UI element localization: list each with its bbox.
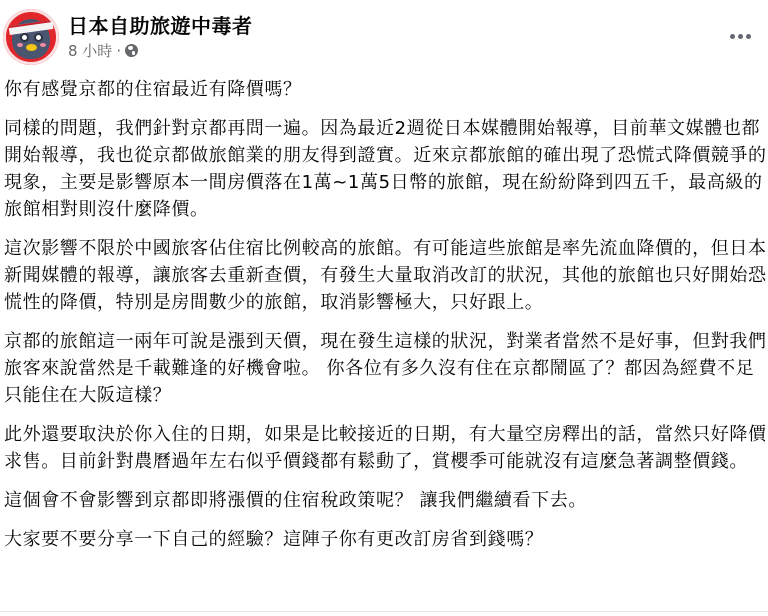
page-avatar[interactable] [3,9,59,65]
post-meta [68,40,138,61]
more-horizontal-icon [746,34,751,39]
post-paragraph: 大家要不要分享一下自己的經驗？這陣子你有更改訂房省到錢嗎？ [4,529,544,550]
post-paragraph: 這個會不會影響到京都即將漲價的住宿稅政策呢？ 讓我們繼續看下去。 [4,490,587,511]
post-paragraph: 此外還要取決於你入住的日期，如果是比較接近的日期，有大量空房釋出的話，當然只好降價求售。目前針對農曆過年左右似乎價錢都有鬆動了，賞櫻季可能就沒有這麼急著調整價錢。 [4,424,767,472]
post-divider [0,611,768,612]
globe-icon[interactable] [125,44,138,57]
post-body [4,76,768,565]
post-paragraph: 你有感覺京都的住宿最近有降價嗎？ [4,79,302,100]
more-horizontal-icon [730,34,735,39]
post-paragraph: 這次影響不限於中國旅客佔住宿比例較高的旅館。有可能這些旅館是率先流血降價的，但日本新聞媒體的報導，讓旅客去重新查價，有發生大量取消改訂的狀況，其他的旅館也只好開始恐慌性的降價，特別是房間數少的旅館，取消影響極大，只好跟上。 [4,238,767,313]
meta-separator: · [116,41,122,60]
post-paragraph: 同樣的問題，我們針對京都再問一遍。因為最近2週從日本媒體開始報導，目前華文媒體也都開始報導，我也從京都做旅館業的朋友得到證實。近來京都旅館的確出現了恐慌式降價競爭的現象，主要是影響原本一間房價落在1萬~1萬5日幣的旅館，現在紛紛降到四五千，最高級的旅館相對則沒什麼降價。 [4,118,767,220]
avatar-border [3,9,59,65]
post-timestamp-link[interactable]: 8 小時 [68,42,113,60]
more-options-button[interactable] [720,20,760,52]
more-horizontal-icon [738,34,743,39]
post-paragraph: 京都的旅館這一兩年可說是漲到天價，現在發生這樣的狀況，對業者當然不是好事，但對我們旅客來說當然是千載難逢的好機會啦。 你各位有多久沒有住在京都鬧區了？都因為經費不足只能住在大阪這樣？ [4,331,767,406]
post-header [0,0,768,72]
page-name-link[interactable]: 日本自助旅遊中毒者 [68,14,253,38]
